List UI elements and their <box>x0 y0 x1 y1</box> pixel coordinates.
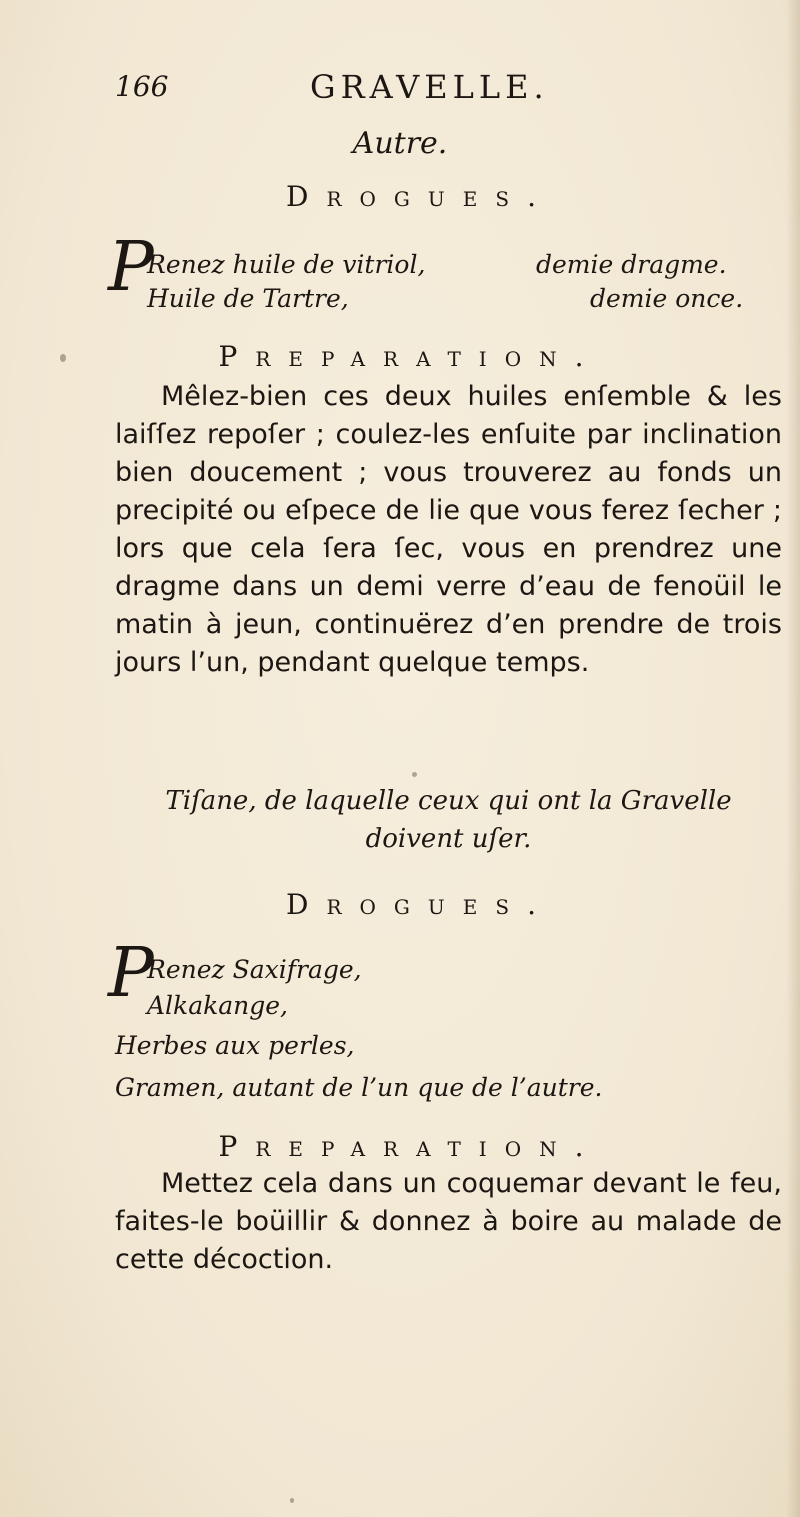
ingredient-name: Herbes aux perles, <box>115 1031 355 1060</box>
section-heading-drogues: Drogues. <box>286 888 554 921</box>
drop-cap: P <box>108 228 154 307</box>
ink-speck <box>412 772 417 777</box>
page-header <box>115 68 675 108</box>
section-heading-preparation: Preparation. <box>218 1130 602 1163</box>
recipe-caption: Tiſane, de laquelle ceux qui ont la Gravelle doivent uſer. <box>165 786 732 854</box>
body-paragraph: Mêlez-bien ces deux huiles enſemble & les laiſſez repoſer ; coulez-les enſuite par inclination bien doucement ; vous trouverez au fonds un precipité ou eſpece de lie que vous ferez ſecher ; lors que cela ſera ſec, vous en prendrez une dragme dans un demi verre d’eau de fenoüil le matin à jeun, continuërez d’en prendre de trois jours l’un, pendant quelque temps. <box>115 381 782 678</box>
ink-speck <box>60 354 66 362</box>
section-heading-drogues: Drogues. <box>286 180 554 213</box>
page-number: 166 <box>115 70 169 103</box>
ingredient-quantity: demie once. <box>590 284 744 313</box>
recipe-subtitle: Autre. <box>352 126 448 161</box>
ingredient-name: Renez Saxifrage, <box>147 955 362 984</box>
drop-cap: P <box>108 934 154 1013</box>
body-paragraph: Mettez cela dans un coquemar devant le feu, faites-le boüillir & donnez à boire au malade de cette décoction. <box>115 1168 782 1275</box>
ingredient-name: Huile de Tartre, <box>147 284 349 313</box>
section-heading-preparation: Preparation. <box>218 340 602 373</box>
ink-speck <box>290 1498 294 1503</box>
ingredient-name: Gramen, autant de l’un que de l’autre. <box>115 1073 603 1102</box>
ingredient-name: Renez huile de vitriol, <box>147 250 426 279</box>
ingredient-quantity: demie dragme. <box>536 250 727 279</box>
page-edge-shadow <box>786 0 800 1517</box>
running-head: GRAVELLE. <box>310 68 549 106</box>
ingredient-name: Alkakange, <box>147 991 289 1020</box>
